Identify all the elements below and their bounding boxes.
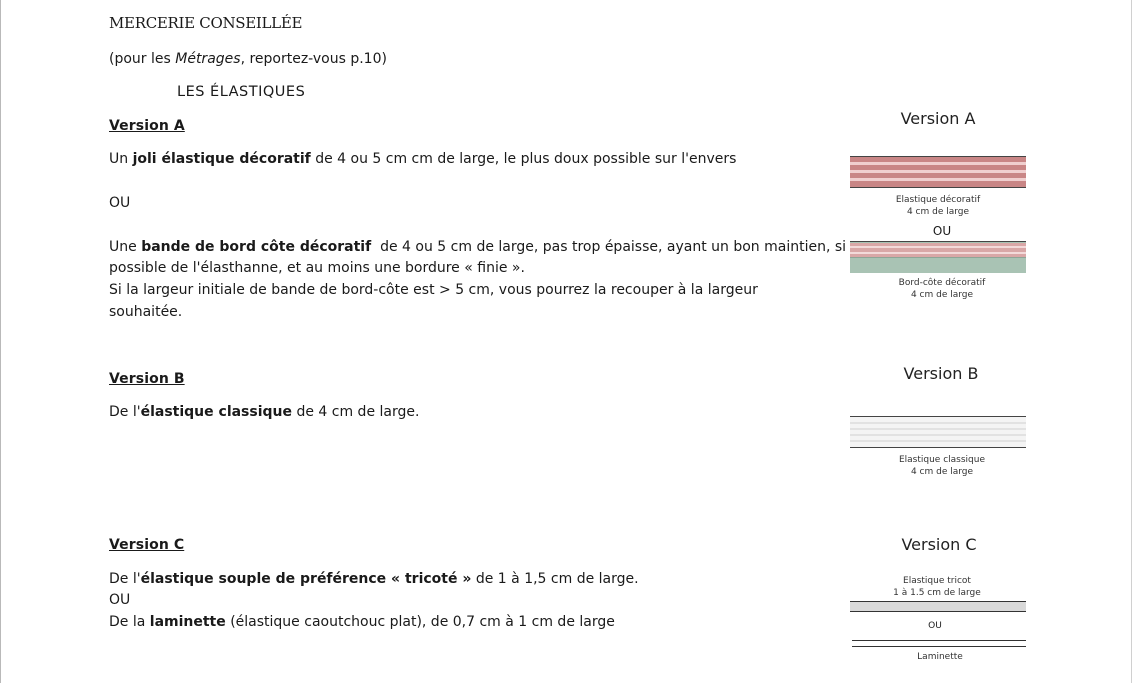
page-left-edge xyxy=(0,0,1,683)
illustration-c-caption1: Elastique tricot 1 à 1.5 cm de large xyxy=(893,576,981,598)
version-c-or: OU xyxy=(109,592,131,608)
version-c-line1: De l'élastique souple de préférence « tricoté » de 1 à 1,5 cm de large. xyxy=(109,571,639,587)
illustration-b-caption: Elastique classique 4 cm de large xyxy=(898,455,986,477)
classic-elastic-swatch xyxy=(850,416,1026,448)
version-b-line1: De l'élastique classique de 4 cm de large. xyxy=(109,404,420,420)
illustration-a-or: OU xyxy=(932,224,952,238)
version-a-or: OU xyxy=(109,195,131,211)
version-c-title: Version C xyxy=(109,537,185,553)
subheading-elastics: LES ÉLASTIQUES xyxy=(177,84,306,100)
laminette-swatch xyxy=(852,640,1026,648)
decorative-elastic-swatch xyxy=(850,156,1026,188)
version-a-line2: Une bande de bord côte décoratif de 4 ou 5 cm de large, pas trop épaisse, ayant un bon maintien, si xyxy=(109,239,847,255)
version-a-line1: Un joli élastique décoratif de 4 ou 5 cm cm de large, le plus doux possible sur l'envers xyxy=(109,151,737,167)
illustration-a-caption2: Bord-côte décoratif 4 cm de large xyxy=(898,278,986,300)
page-right-edge xyxy=(1131,0,1132,683)
illustration-c-or: OU xyxy=(928,621,942,631)
version-a-line3: possible de l'élasthanne, et au moins une bordure « finie ». xyxy=(109,260,525,276)
page-title: MERCERIE CONSEILLÉE xyxy=(109,14,303,32)
measurement-note: (pour les Métrages, reportez-vous p.10) xyxy=(109,51,387,67)
illustration-c-caption2: Laminette xyxy=(917,652,963,662)
version-a-line4: Si la largeur initiale de bande de bord-côte est > 5 cm, vous pourrez la recouper à la largeur xyxy=(109,282,758,298)
version-c-line2: De la laminette (élastique caoutchouc plat), de 0,7 cm à 1 cm de large xyxy=(109,614,615,630)
knitted-elastic-swatch xyxy=(850,601,1026,612)
version-a-line5: souhaitée. xyxy=(109,304,183,320)
illustration-b-label: Version B xyxy=(903,364,979,383)
version-a-title: Version A xyxy=(109,118,185,134)
version-b-title: Version B xyxy=(109,371,185,387)
illustration-a-label: Version A xyxy=(900,109,976,128)
illustration-c-label: Version C xyxy=(901,535,977,554)
ribbing-swatch xyxy=(850,241,1026,273)
illustration-a-caption1: Elastique décoratif 4 cm de large xyxy=(895,195,981,217)
